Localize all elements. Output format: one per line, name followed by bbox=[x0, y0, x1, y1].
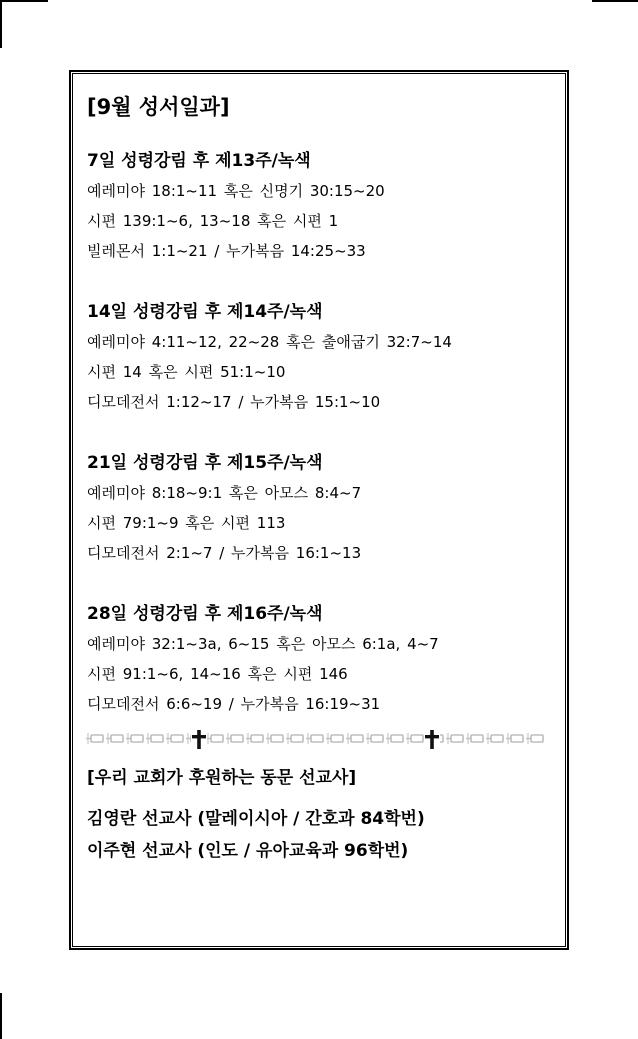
missionary-entry: 김영란 선교사 (말레이시아 / 간호과 84학번) bbox=[87, 809, 425, 829]
week-block bbox=[87, 448, 557, 568]
reading-line: 예레미야 32:1~3a, 6~15 혹은 아모스 6:1a, 4~7 bbox=[87, 635, 439, 653]
reading-line: 디모데전서 2:1~7 / 누가복음 16:1~13 bbox=[87, 544, 362, 562]
reading-line: 예레미야 8:18~9:1 혹은 아모스 8:4~7 bbox=[87, 484, 362, 502]
week-block bbox=[87, 599, 557, 719]
cross-chain-divider-icon bbox=[84, 729, 557, 749]
week-heading: 7일 성령강림 후 제13주/녹색 bbox=[87, 151, 311, 171]
crop-mark-top-left-h bbox=[0, 0, 48, 2]
reading-line: 시편 91:1~6, 14~16 혹은 시편 146 bbox=[87, 665, 348, 683]
reading-line: 시편 139:1~6, 13~18 혹은 시편 1 bbox=[87, 212, 339, 230]
week-block bbox=[87, 297, 557, 417]
missionary-section-title: [우리 교회가 후원하는 동문 선교사] bbox=[87, 768, 357, 788]
reading-line: 예레미야 18:1~11 혹은 신명기 30:15~20 bbox=[87, 182, 385, 200]
page-title: [9월 성서일과] bbox=[87, 95, 230, 119]
crop-mark-bottom-left bbox=[0, 993, 2, 1039]
week-block bbox=[87, 146, 557, 266]
missionary-entry: 이주현 선교사 (인도 / 유아교육과 96학번) bbox=[87, 841, 409, 861]
reading-line: 디모데전서 6:6~19 / 누가복음 16:19~31 bbox=[87, 695, 381, 713]
crop-mark-top-right-h bbox=[592, 0, 638, 2]
reading-line: 디모데전서 1:12~17 / 누가복음 15:1~10 bbox=[87, 393, 381, 411]
week-heading: 21일 성령강림 후 제15주/녹색 bbox=[87, 453, 323, 473]
week-heading: 14일 성령강림 후 제14주/녹색 bbox=[87, 302, 323, 322]
crop-mark-top-left bbox=[0, 0, 2, 48]
reading-line: 빌레몬서 1:1~21 / 누가복음 14:25~33 bbox=[87, 242, 366, 260]
reading-line: 시편 79:1~9 혹은 시편 113 bbox=[87, 514, 286, 532]
week-heading: 28일 성령강림 후 제16주/녹색 bbox=[87, 604, 323, 624]
reading-line: 시편 14 혹은 시편 51:1~10 bbox=[87, 363, 286, 381]
reading-line: 예레미야 4:11~12, 22~28 혹은 출애굽기 32:7~14 bbox=[87, 333, 452, 351]
bulletin-content bbox=[87, 92, 557, 867]
